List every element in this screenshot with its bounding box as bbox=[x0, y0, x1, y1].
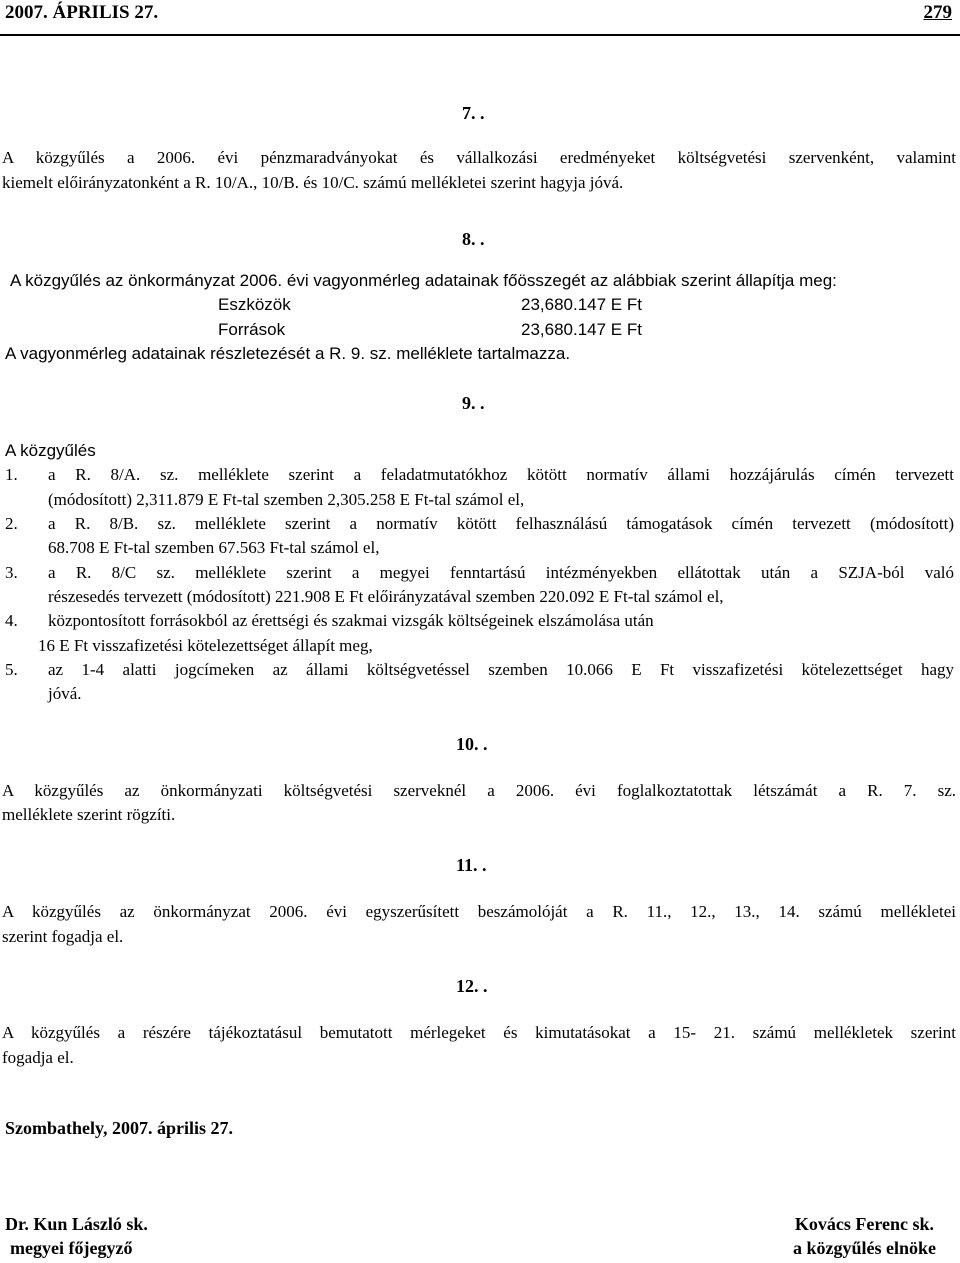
section-9-intro: A közgyűlés bbox=[5, 441, 96, 460]
sources-value: 23,680.147 E Ft bbox=[521, 320, 642, 339]
list-item-number: 4. bbox=[5, 611, 18, 630]
header-divider bbox=[0, 34, 960, 36]
list-item-text-line-1: a R. 8/A. sz. melléklete szerint a feladatmutatókhoz kötött normatív állami hozzájárulás címén tervezett bbox=[48, 465, 954, 484]
list-item-number: 2. bbox=[5, 514, 18, 533]
list-item-text-line-1: központosított forrásokból az érettségi és szakmai vizsgák költségeinek elszámolása után bbox=[48, 611, 654, 630]
section-9-title: 9. . bbox=[462, 393, 485, 413]
section-8-text-line-1: A közgyűlés az önkormányzat 2006. évi vagyonmérleg adatainak főösszegét az alábbiak szerint állapítja meg: bbox=[10, 271, 837, 290]
section-7-title: 7. . bbox=[462, 103, 485, 123]
section-10-text-line-2: melléklete szerint rögzíti. bbox=[2, 805, 176, 824]
list-item-text-line-2: 68.708 E Ft-tal szemben 67.563 Ft-tal számol el, bbox=[48, 538, 380, 557]
list-item-number: 3. bbox=[5, 563, 18, 582]
place-and-date: Szombathely, 2007. április 27. bbox=[5, 1118, 234, 1138]
section-11-title: 11. . bbox=[456, 855, 487, 875]
list-item-text-line-2: részesedés tervezett (módosított) 221.908 E Ft előirányzatával szemben 220.092 E Ft-tal számol el, bbox=[48, 587, 724, 606]
list-item-text-line-2: 16 E Ft visszafizetési kötelezettséget állapít meg, bbox=[38, 636, 373, 655]
list-item-number: 5. bbox=[5, 660, 18, 679]
section-11-text-line-2: szerint fogadja el. bbox=[2, 927, 124, 946]
section-12-text-line-1: A közgyűlés a részére tájékoztatásul bemutatott mérlegeket és kimutatásokat a 15- 21. számú mellékletek szerint bbox=[2, 1023, 956, 1042]
section-12-title: 12. . bbox=[456, 976, 488, 996]
header-date: 2007. ÁPRILIS 27. bbox=[5, 2, 159, 23]
list-item-text-line-1: az 1-4 alatti jogcímeken az állami költségvetéssel szemben 10.066 E Ft visszafizetési kötelezettséget hagy bbox=[48, 660, 954, 679]
right-signatory-title: a közgyűlés elnöke bbox=[792, 1238, 936, 1258]
assets-label: Eszközök bbox=[218, 295, 291, 314]
section-10-text-line-1: A közgyűlés az önkormányzati költségvetési szerveknél a 2006. évi foglalkoztatottak létszámát a R. 7. sz. bbox=[2, 781, 956, 800]
right-signatory-name: Kovács Ferenc sk. bbox=[794, 1214, 934, 1234]
list-item-text-line-1: a R. 8/B. sz. melléklete szerint a normatív kötött felhasználású támogatások címén tervezett (módosított) bbox=[48, 514, 954, 533]
section-7-text-line-1: A közgyűlés a 2006. évi pénzmaradványokat és vállalkozási eredményeket költségvetési szervenként, valamint bbox=[2, 148, 956, 167]
sources-label: Források bbox=[218, 320, 286, 339]
assets-value: 23,680.147 E Ft bbox=[521, 295, 642, 314]
section-7-text-line-2: kiemelt előirányzatonként a R. 10/A., 10/B. és 10/C. számú mellékletei szerint hagyja jóvá. bbox=[2, 173, 624, 192]
section-10-title: 10. . bbox=[456, 734, 488, 754]
list-item-text-line-2: jóvá. bbox=[48, 684, 82, 703]
section-11-text-line-1: A közgyűlés az önkormányzat 2006. évi egyszerűsített beszámolóját a R. 11., 12., 13., 14. számú mellékletei bbox=[2, 902, 956, 921]
left-signatory-name: Dr. Kun László sk. bbox=[5, 1214, 148, 1234]
section-12-text-line-2: fogadja el. bbox=[2, 1048, 74, 1067]
section-8-title: 8. . bbox=[462, 229, 485, 249]
list-item-text-line-2: (módosított) 2,311.879 E Ft-tal szemben 2,305.258 E Ft-tal számol el, bbox=[48, 490, 525, 509]
list-item-number: 1. bbox=[5, 465, 18, 484]
list-item-text-line-1: a R. 8/C sz. melléklete szerint a megyei fenntartású intézményekben ellátottak után a SZJA-ból való bbox=[48, 563, 954, 582]
left-signatory-title: megyei főjegyző bbox=[10, 1238, 133, 1258]
section-8-text-line-2: A vagyonmérleg adatainak részletezését a R. 9. sz. melléklete tartalmazza. bbox=[5, 344, 571, 363]
page-number: 279 bbox=[923, 2, 952, 23]
